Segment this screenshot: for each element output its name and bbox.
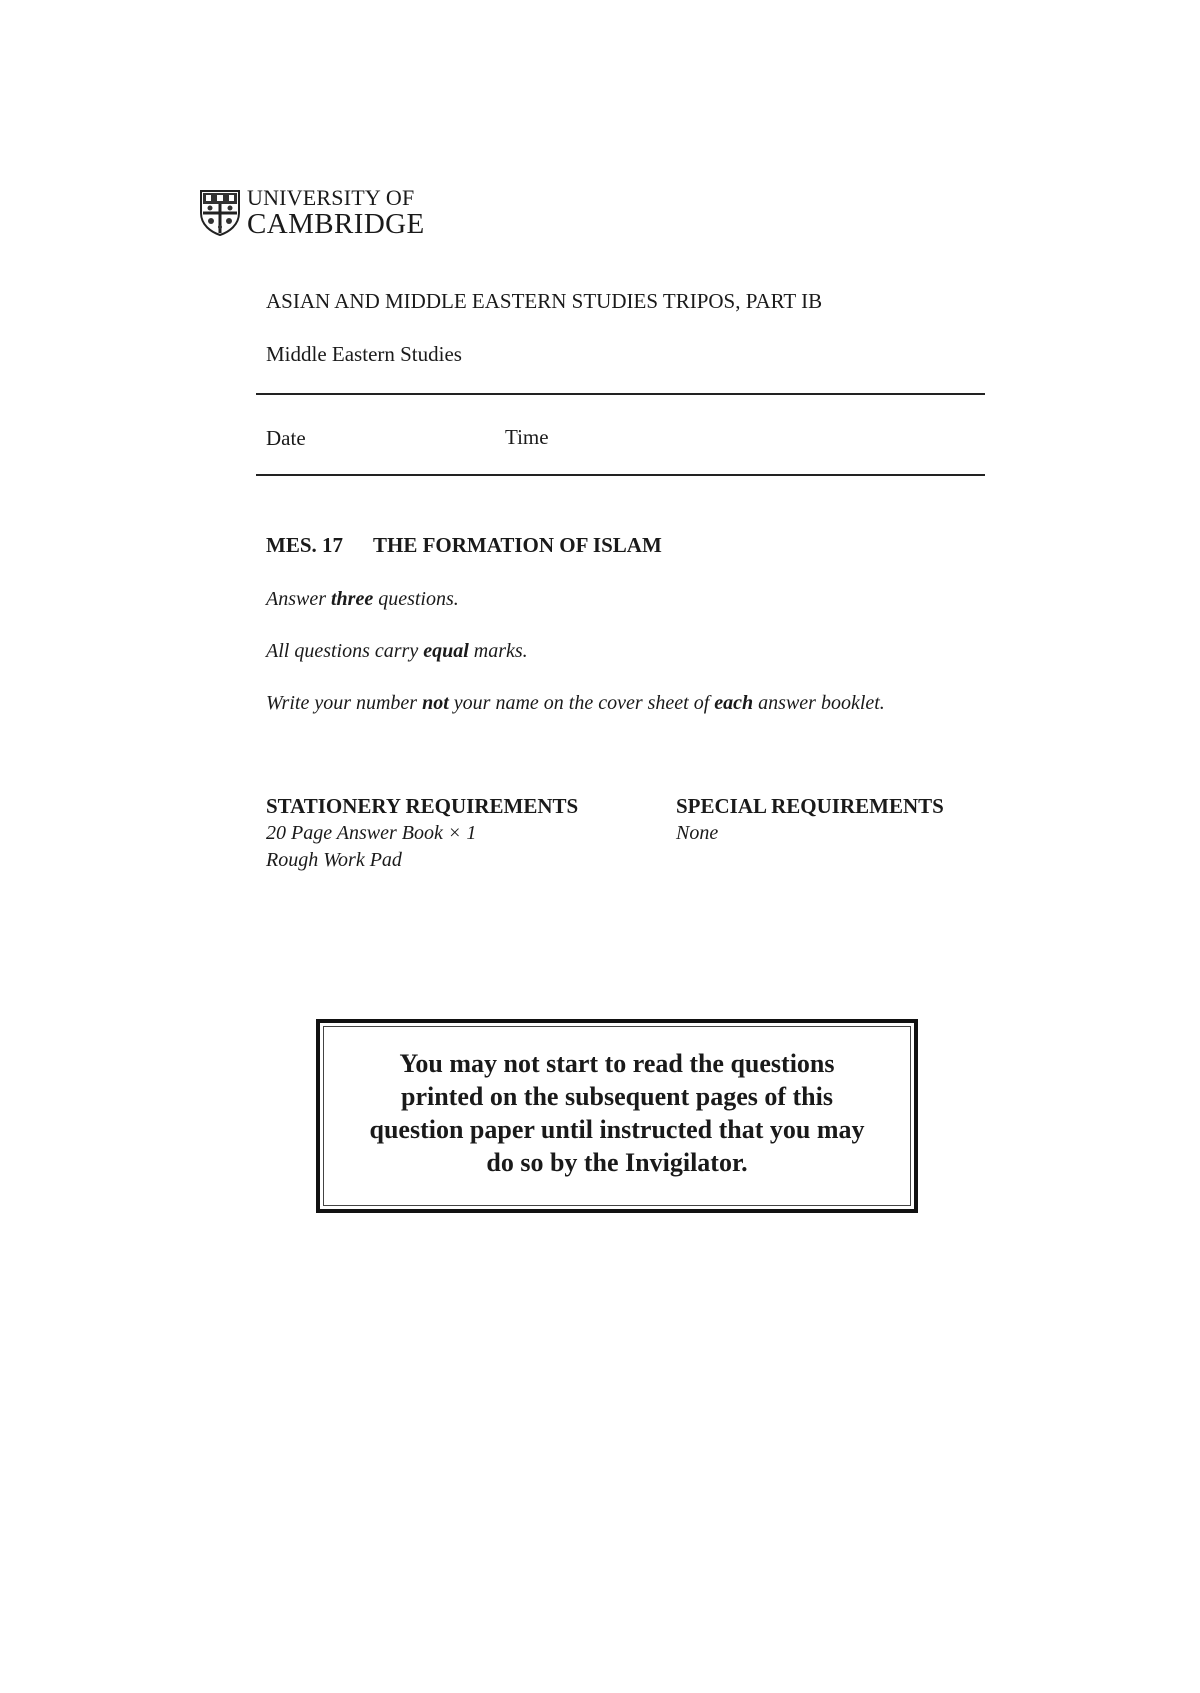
- stationery-requirements-heading: STATIONERY REQUIREMENTS: [266, 794, 579, 818]
- tripos-title: ASIAN AND MIDDLE EASTERN STUDIES TRIPOS, PART IB: [266, 289, 823, 313]
- instruction-answer-count: Answer three questions.: [266, 588, 459, 610]
- paper-title: THE FORMATION OF ISLAM: [373, 533, 662, 557]
- stationery-item: Rough Work Pad: [266, 849, 402, 871]
- bottom-divider: [256, 474, 985, 476]
- university-logo: [199, 187, 425, 239]
- stationery-item: 20 Page Answer Book × 1: [266, 822, 477, 844]
- special-requirements-item: None: [676, 822, 719, 844]
- cambridge-crest-icon: [199, 189, 241, 236]
- time-label: Time: [505, 425, 549, 449]
- subject-name: Middle Eastern Studies: [266, 342, 462, 366]
- invigilator-notice-box: [316, 1019, 918, 1213]
- logo-university-of: UNIVERSITY OF: [247, 185, 415, 210]
- invigilator-notice-text: You may not start to read the questions printed on the subsequent pages of this question paper until instructed that you may do so by the Invigilator.: [369, 1049, 865, 1177]
- top-divider: [256, 393, 985, 395]
- paper-code: MES. 17: [266, 533, 344, 557]
- special-requirements-heading: SPECIAL REQUIREMENTS: [676, 794, 944, 818]
- instruction-equal-marks: All questions carry equal marks.: [266, 640, 528, 662]
- logo-cambridge: CAMBRIDGE: [247, 208, 425, 240]
- instruction-candidate-number: Write your number not your name on the cover sheet of each answer booklet.: [266, 692, 885, 714]
- date-label: Date: [266, 426, 306, 450]
